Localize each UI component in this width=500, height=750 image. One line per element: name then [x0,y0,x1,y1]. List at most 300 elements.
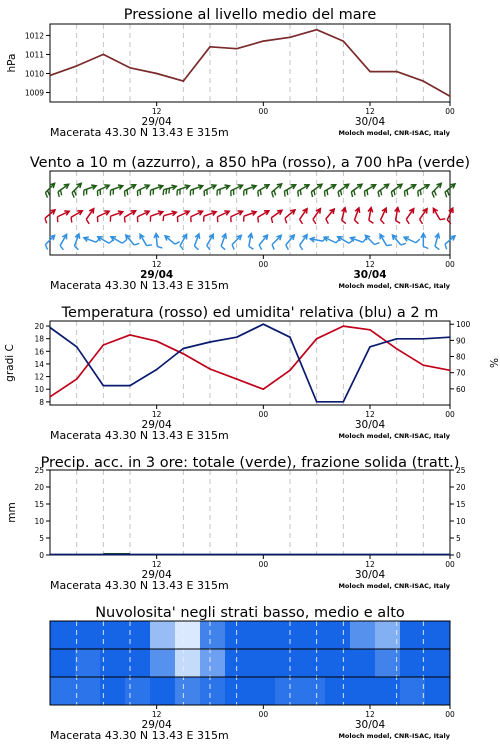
y-tick-label: 70 [456,368,466,378]
cloud-cell [350,621,376,649]
wind-barb-10m [84,237,100,242]
y-axis-label: mm [6,502,18,523]
cloud-cell [275,621,301,649]
x-tick-label: 12 [151,710,162,719]
barb-feather [45,218,47,223]
barb-feather [432,193,434,198]
cloud-cell [425,621,451,649]
wind-barb-850hPa [244,211,256,222]
cloud-cell [350,649,376,677]
x-tick-label: 12 [151,107,162,116]
cloud-cell [275,677,301,705]
humidity-line-point [343,401,345,403]
wind-barb-700hPa [432,183,441,197]
barb-feather [440,219,445,220]
pressure-line [50,30,450,97]
barb-feather [404,191,405,196]
cloud-cell [250,677,276,705]
wind-barb-850hPa [368,208,373,224]
y-tick-label: 14 [34,359,44,369]
wind-barb-850hPa [163,211,176,221]
barb-feather [232,245,234,250]
barb-feather [86,219,89,224]
y-tick-label: 20 [34,483,44,492]
barb-feather [286,245,289,250]
barb-feather [169,188,170,193]
y-tick-label: 25 [34,466,44,475]
y-tick-label: 90 [456,336,466,346]
wind-barb-700hPa [258,185,269,197]
barb-feather [354,220,358,224]
barb-feather [367,190,368,195]
y-tick-label: 80 [456,352,466,362]
pressure-line-point [316,29,318,31]
cloud-cell [125,649,151,677]
barb-feather [416,239,420,243]
pressure-line-point [76,65,78,67]
panel-title: Pressione al livello medio del mare [123,7,377,23]
temperature-line-point [183,353,185,355]
date-label: 30/04 [354,719,386,731]
x-tick-label: 00 [445,560,455,569]
location-label: Macerata 43.30 N 13.43 E 315m [50,279,229,292]
barb-feather [445,244,447,249]
barb-feather [157,246,162,248]
wind-barb-10m [221,234,226,250]
barb-feather [60,190,61,195]
cloud-cell [75,621,101,649]
barb-feather [300,245,303,250]
cloud-cell [275,649,301,677]
y-axis-label-right: % [487,358,499,368]
y-tick-label: 15 [34,500,44,509]
barb-feather [401,243,406,245]
barb-feather [124,217,125,222]
cloud-cell [125,677,151,705]
panel-title: Precip. acc. in 3 ore: totale (verde), frazione solida (tratt.) [40,455,460,471]
x-tick-label: 00 [258,710,269,719]
model-label: Moloch model, CNR-ISAC, Italy [338,432,450,440]
temperature-line-point [49,396,51,398]
x-tick-label: 00 [258,260,269,269]
wind-barb-10m [380,234,392,245]
wind-barb-10m [140,234,152,245]
barb-feather [396,220,401,223]
wind-barb-10m [365,235,379,244]
barb-feather [300,190,301,195]
cloud-cell [200,677,226,705]
pressure-line-point [183,80,185,82]
x-tick-label: 00 [445,107,455,116]
pressure-line-point [129,67,131,69]
cloud-cell [150,649,176,677]
pressure-line-point [49,75,51,77]
barb-feather [311,192,312,197]
y-tick-label: 15 [456,500,466,509]
y-tick-label: 0 [39,551,44,560]
barb-feather [406,219,409,224]
plot-frame [50,321,450,405]
barb-feather [391,192,392,197]
cloud-cell [100,649,126,677]
temperature-line-point [423,364,425,366]
barb-feather [381,220,385,224]
x-tick-label: 12 [151,560,162,569]
wind-barb-850hPa [395,208,400,224]
wind-barb-850hPa [406,209,413,224]
barb-feather [340,190,341,195]
wind-barb-10m [421,234,428,249]
cloud-cell [200,621,226,649]
cloud-cell [375,649,401,677]
wind-barb-850hPa [191,211,203,222]
plot-frame [50,470,450,555]
wind-barb-700hPa [364,185,375,197]
barb-feather [122,240,126,243]
cloud-cell [50,621,76,649]
y-tick-label: 10 [34,385,44,395]
humidity-line-point [49,327,51,329]
barb-feather [260,190,261,195]
wind-barb-700hPa [244,185,256,196]
wind-barb-850hPa [354,208,359,224]
x-tick-label: 12 [365,410,375,419]
x-tick-label: 12 [365,560,375,569]
pressure-line-point [236,48,238,50]
location-label: Macerata 43.30 N 13.43 E 315m [50,429,229,442]
barb-feather [45,245,47,250]
barb-feather [221,246,225,250]
cloud-cell [300,621,326,649]
barb-feather [324,191,325,196]
barb-feather [284,191,285,196]
y-axis-label: gradi C [4,344,16,382]
pressure-line-point [263,40,265,42]
temperature-line-point [369,329,371,331]
barb-feather [259,245,262,250]
y-tick-label: 100 [456,320,471,330]
temperature-line-point [449,369,451,371]
barb-feather [124,191,125,196]
wind-barb-850hPa [57,211,69,222]
temperature-line-point [263,388,265,390]
date-label: 30/04 [354,569,386,581]
panel-title: Nuvolosita' negli strati basso, medio e alto [95,605,405,621]
y-tick-label: 20 [456,483,466,492]
temperature-line-point [76,378,78,380]
barb-feather [58,192,59,197]
barb-feather [435,246,439,249]
cloud-cell [50,649,76,677]
y-tick-label: 1010 [24,69,44,79]
temperature-line-point [316,338,318,340]
cloud-cell [175,649,201,677]
plot-frame [50,24,450,102]
humidity-line-point [236,336,238,338]
pressure-line-point [369,71,371,73]
barb-feather [423,247,428,249]
temperature-line-point [289,369,291,371]
cloud-cell [200,649,226,677]
cloud-cell [150,677,176,705]
x-tick-label: 12 [151,260,162,269]
model-label: Moloch model, CNR-ISAC, Italy [338,582,450,590]
barb-feather [447,190,449,195]
model-label: Moloch model, CNR-ISAC, Italy [338,282,450,290]
barb-feather [147,245,152,246]
cloud-cell [175,621,201,649]
barb-feather [134,243,139,245]
wind-barb-700hPa [272,184,282,197]
humidity-line-point [449,336,451,338]
cloud-cell [300,677,326,705]
barb-feather [163,190,164,195]
barb-feather [369,220,374,223]
wind-barb-850hPa [342,208,347,224]
wind-barb-10m [111,237,126,244]
cloud-cell [425,649,451,677]
barb-feather [420,190,421,195]
date-label: 29/04 [141,116,172,128]
barb-feather [166,189,167,194]
cloud-cell [325,649,351,677]
humidity-line-point [103,385,105,387]
humidity-line [50,324,450,402]
barb-feather [285,218,287,223]
wind-barb-10m [126,235,139,245]
temperature-line-point [209,368,211,370]
temperature-line-point [236,378,238,380]
barb-feather [380,190,381,195]
barb-feather [271,218,272,223]
wind-barb-700hPa [298,185,309,197]
wind-barb-700hPa [137,185,149,196]
cloud-cell [225,621,251,649]
pressure-line-point [449,95,451,97]
wind-barb-10m [324,237,340,243]
barb-feather [163,216,164,221]
cloud-cell [325,677,351,705]
x-tick-label: 12 [151,410,162,419]
wind-barb-700hPa [163,185,176,195]
barb-feather [445,192,447,197]
date-label: 30/04 [354,116,386,128]
y-tick-label: 10 [34,517,44,526]
barb-feather [354,190,355,195]
barb-feather [418,191,419,196]
pressure-line-point [289,37,291,39]
humidity-line-point [129,385,131,387]
barb-feather [258,217,259,222]
pressure-line-point [156,73,158,75]
cloud-cell [225,677,251,705]
y-tick-label: 1011 [24,50,44,60]
barb-feather [387,245,392,246]
humidity-line-point [156,369,158,371]
barb-feather [351,192,352,197]
wind-barb-850hPa [86,209,93,224]
cloud-cell [400,677,426,705]
barb-feather [434,190,436,195]
barb-feather [258,191,259,196]
temperature-line-point [156,340,158,342]
y-tick-label: 18 [34,334,44,344]
wind-barb-850hPa [150,211,162,222]
date-label: 29/04 [141,569,172,581]
x-tick-label: 00 [445,710,455,719]
x-tick-label: 00 [258,107,269,116]
date-label: 29/04 [141,419,172,431]
cloud-cell [125,621,151,649]
barb-feather [364,191,365,196]
x-tick-label: 00 [445,410,455,419]
wind-barb-700hPa [110,185,122,196]
barb-feather [71,217,72,222]
barb-feather [175,242,180,245]
humidity-line-point [76,346,78,348]
wind-barb-10m [272,235,281,249]
wind-barb-10m [248,234,253,250]
x-tick-label: 12 [365,107,375,116]
wind-barb-850hPa [300,209,307,224]
barb-feather [127,190,128,195]
temperature-line-point [103,344,105,346]
barb-feather [300,219,303,224]
wind-barb-10m [194,234,199,250]
wind-barb-850hPa [381,208,387,224]
pressure-line-point [343,40,345,42]
x-tick-label: 00 [258,560,269,569]
cloud-cell [225,649,251,677]
date-label: 30/04 [354,419,386,431]
y-tick-label: 1012 [24,31,44,41]
cloud-cell [50,677,76,705]
barb-feather [378,192,379,197]
barb-feather [407,190,408,195]
barb-feather [338,192,339,197]
date-label: 30/04 [353,269,387,281]
wind-barb-700hPa [58,184,69,197]
cloud-cell [250,621,276,649]
panel-title: Temperatura (rosso) ed umidita' relativa (blu) a 2 m [61,305,439,321]
humidity-line-point [289,336,291,338]
location-label: Macerata 43.30 N 13.43 E 315m [50,579,229,592]
cloud-cell [325,621,351,649]
barb-feather [314,190,315,195]
date-label: 29/04 [141,719,172,731]
barb-feather [342,220,346,223]
barb-feather [72,193,74,198]
wind-barb-700hPa [351,184,362,197]
y-tick-label: 12 [34,372,44,382]
barb-feather [375,242,380,244]
wind-barb-700hPa [378,184,389,197]
y-tick-label: 25 [456,466,466,475]
temperature-line-point [129,334,131,336]
cloud-cell [250,649,276,677]
wind-barb-850hPa [258,211,269,223]
barb-feather [394,190,395,195]
wind-barb-700hPa [150,185,162,196]
cloud-cell [100,677,126,705]
barb-feather [274,190,276,195]
panel-title: Vento a 10 m (azzurro), a 850 hPa (rosso), a 700 hPa (verde) [29,155,471,171]
humidity-line-point [183,348,185,350]
y-axis-label: hPa [6,53,18,73]
cloud-cell [75,649,101,677]
cloud-cell [350,677,376,705]
date-label: 29/04 [140,269,174,281]
humidity-line-point [263,323,265,325]
barb-feather [74,190,76,195]
humidity-line-point [316,401,318,403]
wind-barb-10m [300,235,307,250]
barb-feather [327,190,328,195]
x-tick-label: 00 [445,260,455,269]
location-label: Macerata 43.30 N 13.43 E 315m [50,126,229,139]
cloud-cell [150,621,176,649]
wind-barb-10m [435,234,440,250]
humidity-line-point [209,341,211,343]
barb-feather [313,219,316,224]
wind-barb-850hPa [433,208,445,219]
cloud-cell [75,677,101,705]
cloud-cell [300,649,326,677]
wind-barb-10m [165,236,180,244]
barb-feather [45,193,47,198]
barb-feather [326,219,329,224]
barb-feather [60,246,63,250]
cloud-cell [100,621,126,649]
temperature-line-point [343,325,345,327]
pressure-line-point [396,71,398,73]
y-tick-label: 1009 [24,88,44,98]
y-tick-label: 20 [34,322,44,332]
y-tick-label: 5 [456,534,461,543]
cloud-cell [400,649,426,677]
y-tick-label: 16 [34,347,44,357]
y-tick-label: 60 [456,384,466,394]
wind-barb-850hPa [271,210,282,223]
model-label: Moloch model, CNR-ISAC, Italy [338,732,450,740]
x-tick-label: 12 [365,710,375,719]
humidity-line-point [396,338,398,340]
wind-barb-10m [259,235,267,250]
model-label: Moloch model, CNR-ISAC, Italy [338,129,450,137]
wind-barb-850hPa [137,211,149,222]
barb-feather [272,245,274,250]
cloud-cell [175,677,201,705]
barb-feather [272,192,274,197]
y-tick-label: 10 [456,517,466,526]
barb-feather [420,219,423,224]
wind-barb-10m [60,234,67,249]
temperature-line-point [396,348,398,350]
pressure-line-point [103,54,105,56]
y-tick-label: 8 [39,397,44,407]
wind-barb-700hPa [404,185,415,197]
pressure-line-point [209,46,211,48]
x-tick-label: 12 [365,260,375,269]
pressure-line-point [423,80,425,82]
wind-barb-700hPa [324,185,335,197]
x-tick-label: 00 [258,410,269,419]
wind-barb-700hPa [190,185,202,196]
wind-barb-850hPa [110,211,122,222]
barb-feather [194,246,198,250]
barb-feather [287,190,288,195]
humidity-line-point [423,338,425,340]
